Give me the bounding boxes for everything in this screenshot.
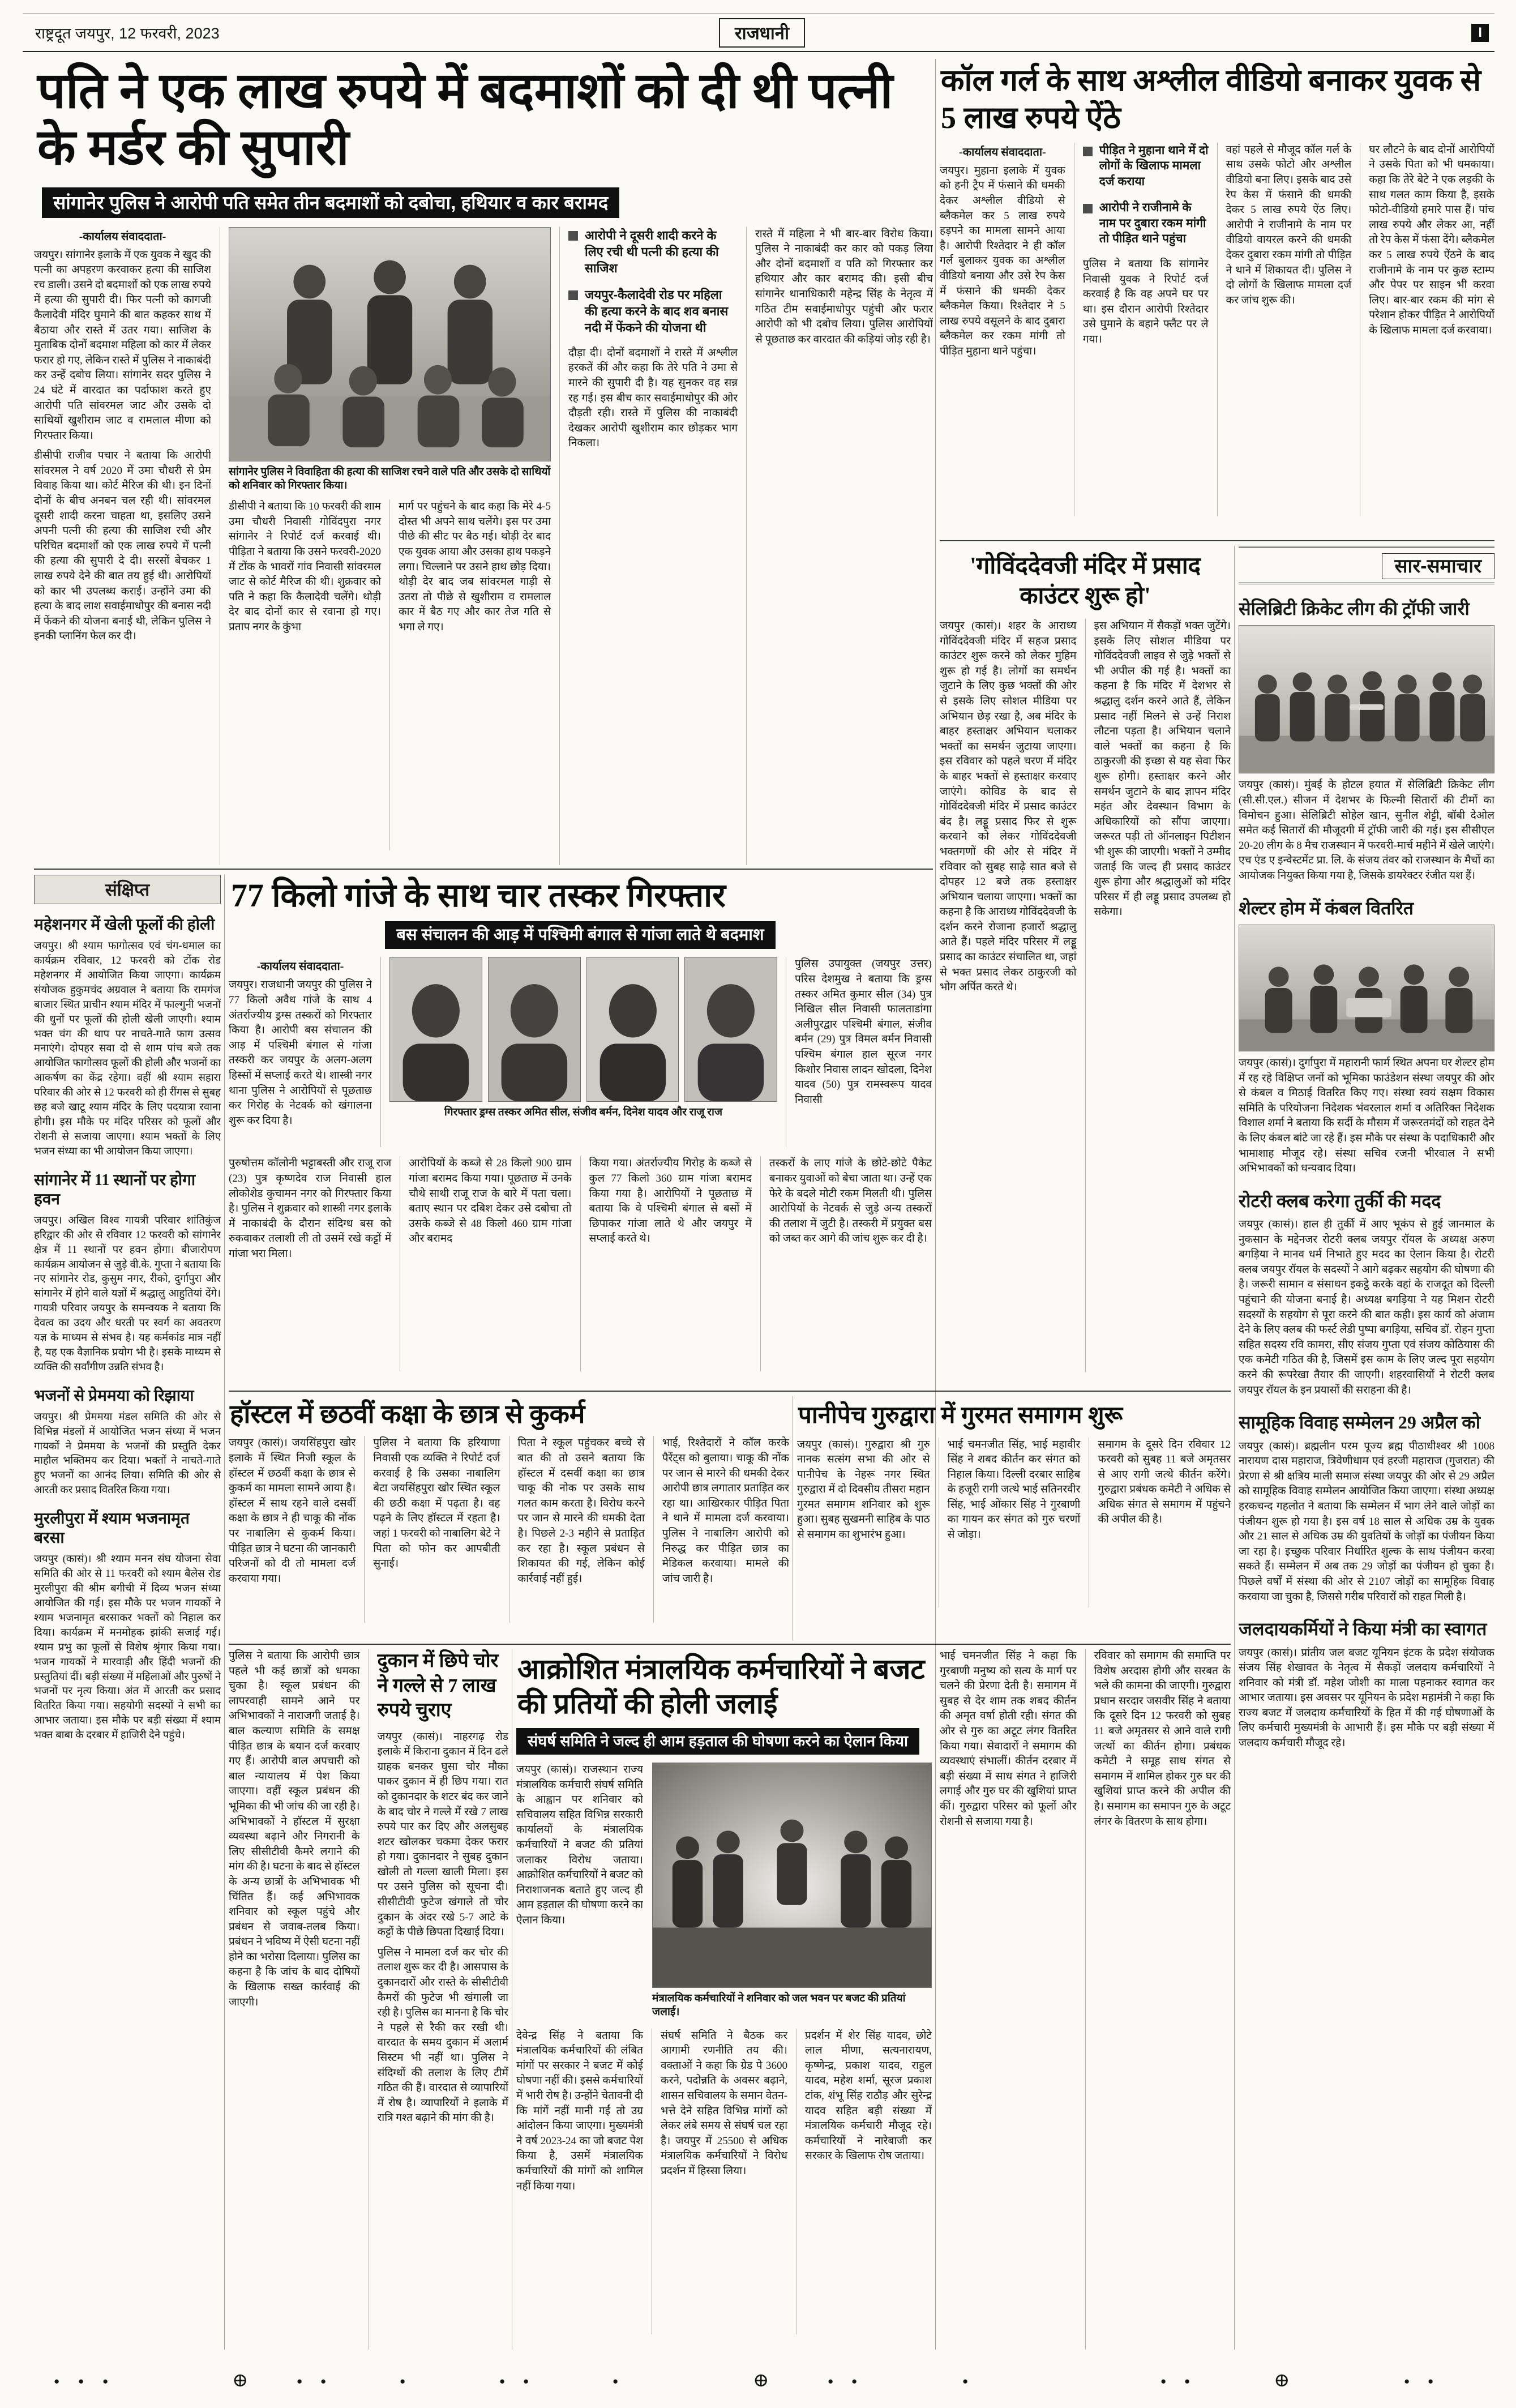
akroshit-photo-caption: मंत्रालयिक कर्मचारियों ने शनिवार को जल भवन पर बजट की प्रतियां जलाई।	[652, 1992, 906, 2018]
divider	[229, 1391, 1231, 1392]
sankshipt-item-body: जयपुर। श्री प्रेममया मंडल समिति की ओर से विभिन्न मंडलों में आयोजित भजन संध्या में भजन गायकों ने प्रेममया के भजनों की प्रस्तुति देकर माहौल भक्तिमय कर दिया। भक्तों ने नाचते-गाते हुए भजनों का आनंद लिया। समिति की ओर से आरती कर प्रसाद वितरित किया गया।	[34, 1411, 221, 1496]
akroshit-strap: संघर्ष समिति ने जल्द ही आम हड़ताल की घोषणा करने का ऐलान किया	[516, 1728, 919, 1755]
callgirl-col-3	[1217, 143, 1360, 516]
callgirl-col-4	[1360, 143, 1494, 516]
page-dot: ●	[1160, 2376, 1167, 2386]
ganja-paragraph: तस्करों के लाए गांजे के छोटे-छोटे पैकेट बनाकर युवाओं को बेचा जाता था। उन्हें एक फेरे के बदले मोटी रकम मिलती थी। पुलिस आरोपियों के नेटवर्क से जुड़े अन्य तस्करों की तलाश में जुटी है। तस्करी में प्रयुक्त बस को जब्त कर आगे की जांच शुरू कर दी है।	[769, 1157, 932, 1245]
masthead-right	[805, 24, 1494, 42]
callgirl-byline: -कार्यालय संवाददाता-	[959, 146, 1046, 159]
lead-article	[34, 59, 933, 865]
cricket-league-photo	[1239, 625, 1494, 773]
sankshipt-sidebar	[34, 875, 221, 2350]
callgirl-col-1	[940, 143, 1074, 516]
lead-paragraph: डीसीपी ने बताया कि 10 फरवरी की शाम उमा चौधरी निवासी गोविंदपुरा नगर सांगानेर ने रिपोर्ट दर्ज करवाई थी। पीड़िता ने बताया कि उसने फरवरी-2020 में टोंक के भावरों गांव निवासी सांवरमल जाट से कोर्ट मैरिज की थी। शुक्रवार को पति ने कहा कि कैलादेवी चलेंगे। थोड़ी देर बाद दोनों कार से रवाना हो गए। प्रताप नगर के कुंभा	[229, 501, 381, 633]
divider	[34, 869, 933, 870]
hostel-paragraph: पुलिस ने बताया कि आरोपी छात्र पहले भी कई छात्रों को धमका चुका है। स्कूल प्रबंधन की लापरवाही सामने आने पर अभिभावकों ने नाराजगी जताई है। बाल कल्याण समिति के समक्ष पीड़ित छात्र के बयान दर्ज करवाए गए हैं। आरोपी बाल अपचारी को बाल न्यायालय में पेश किया जाएगा। वहीं स्कूल प्रबंधन की भूमिका की भी जांच की जा रही है। अभिभावकों ने हॉस्टल में सुरक्षा व्यवस्था बढ़ाने और निगरानी के लिए सीसीटीवी कैमरे लगाने की मांग की है। घटना के बाद से हॉस्टल के अन्य छात्रों के अभिभावक भी चिंतित हैं। कई अभिभावक शनिवार को स्कूल पहुंचे और प्रबंधन से जवाब-तलब किया। प्रबंधन ने भविष्य में ऐसी घटना नहीं होने का भरोसा दिलाया। पुलिस का कहना है कि जांच के बाद दोषियों के खिलाफ सख्त कार्रवाई की जाएगी।	[229, 1650, 360, 2008]
akroshit-bottom-col-3	[796, 2029, 932, 2334]
page-dot: ●	[523, 2376, 529, 2386]
hostel-headline: हॉस्टल में छठवीं कक्षा के छात्र से कुकर्म	[230, 1400, 585, 1428]
panipech-more-col-1	[940, 1649, 1085, 2350]
panipech-more-col-2	[1085, 1649, 1231, 2350]
govind-col-2	[1085, 619, 1231, 1372]
hostel-col-1	[229, 1436, 364, 1623]
callgirl-bullet-1	[1083, 143, 1209, 190]
lead-col-2a	[229, 499, 389, 850]
akroshit-paragraph: जयपुर (कासं)। राजस्थान राज्य मंत्रालयिक कर्मचारी संघर्ष समिति के आह्वान पर शनिवार को सचिवालय सहित विभिन्न सरकारी कार्यालयों के मंत्रालयिक कर्मचारियों ने बजट की प्रतियां जलाकर विरोध जताया। आक्रोशित कर्मचारियों ने बजट को निराशाजनक बताते हुए जल्द ही आम हड़ताल की घोषणा करने का ऐलान किया।	[516, 1764, 643, 1926]
page-dot: ●	[400, 2376, 406, 2386]
police-group-photo-illustration	[229, 228, 550, 461]
mugshot-dinesh-yadav	[586, 957, 679, 1102]
lead-paragraph: रास्ते में महिला ने भी बार-बार विरोध किया। पुलिस ने नाकाबंदी कर कार को पकड़ लिया और दोनों बदमाशों व पति को गिरफ्तार कर हथियार और कार बरामद की। इसी बीच सांगानेर थानाधिकारी महेन्द्र सिंह के नेतृत्व में गठित टीम सवाईमाधोपुर पहुंची और फरार आरोपी को भी दबोच लिया। पुलिस आरोपियों से पूछताछ कर वारदात की कड़ियां जोड़ रही है।	[755, 228, 933, 345]
callgirl-col-2	[1074, 143, 1217, 516]
divider	[229, 1644, 1231, 1645]
mugshot-raju-raj	[684, 957, 777, 1102]
dukan-col	[369, 1649, 509, 2350]
callgirl-paragraph: पुलिस ने बताया कि सांगानेर निवासी युवक ने रिपोर्ट दर्ज करवाई है कि वह अपने घर पर था। इस दौरान आरोपी रिश्तेदार उसे घुमाने के बहाने फ्लैट पर ले गया।	[1082, 258, 1209, 346]
dukan-headline: दुकान में छिपे चोर ने गल्ले से 7 लाख रुपये चुराए	[377, 1650, 499, 1721]
saar-item-body: जयपुर (कासं)। मुंबई के होटल हयात में सेलिब्रिटी क्रिकेट लीग (सी.सी.एल.) सीजन में देशभर के फिल्मी सितारों की टीमों का विमोचन हुआ। सेलिब्रिटी सोहेल खान, सुनील शेट्टी, बॉबी देओल समेत कई सितारों की मौजूदगी में ट्रॉफी जारी की गई। इस सीसीएल 20-20 लीग के 8 मैच राजस्थान में फरवरी-मार्च महीने में खेले जाएंगे। एच एंड ए इन्वेस्टमेंट प्रा. लि. के संजय तंवर को राजस्थान के मैचों का आयोजक नियुक्त किया गया है, जिसके डायरेक्टर रंजीत यश हैं।	[1239, 779, 1494, 882]
panipech-col-3	[1089, 1438, 1231, 1607]
sankshipt-item-title: भजनों से प्रेममया को रिझाया	[34, 1387, 194, 1405]
ganja-paragraph: आरोपियों के कब्जे से 28 किलो 900 ग्राम गांजा बरामद किया गया। पूछताछ में उनके चौथे साथी राजू राज के बारे में पता चला। बताए स्थान पर दबिश देकर उसे दबोचा तो उसके कब्जे से 48 किलो 460 ग्राम गांजा और बरामद	[409, 1157, 572, 1245]
crop-mark-icon: ⊕	[232, 2370, 249, 2391]
ganja-photo-caption: गिरफ्तार ड्रग्स तस्कर अमित सील, संजीव बर्मन, दिनेश यादव और राजू राज	[444, 1106, 723, 1119]
dukan-paragraph: पुलिस ने मामला दर्ज कर चोर की तलाश शुरू कर दी है। आसपास के दुकानदारों और रास्ते के सीसीटीवी कैमरों की फुटेज भी खंगाली जा रही है। पुलिस का मानना है कि चोर ने पहले से रैकी कर रखी थी। वारदात के समय दुकान में अलार्म सिस्टम भी नहीं था। पुलिस ने संदिग्धों की तलाश के लिए टीमें गठित की हैं। वारदात से व्यापारियों में रोष है। व्यापारियों ने इलाके में रात्रि गश्त बढ़ाने की मांग की है।	[377, 1946, 508, 2124]
hostel-continuation-col	[229, 1649, 369, 2350]
saar-item-body: जयपुर (कासं)। प्रांतीय जल बजट यूनियन इंटक के प्रदेश संयोजक संजय सिंह शेखावत के नेतृत्व में सैकड़ों जलदाय कर्मचारियों ने शनिवार को मंत्री डॉ. महेश जोशी का माला पहनाकर स्वागत कर आभार जताया। इस अवसर पर यूनियन के प्रदेश महामंत्री ने कहा कि राज्य बजट में जलदाय कर्मचारियों के हित में की गई घोषणाओं के लिए कर्मचारी मुख्यमंत्री के आभारी हैं। इस मौके पर बड़ी संख्या में जलदाय कर्मचारी मौजूद रहे।	[1239, 1646, 1494, 1750]
akroshit-bottom-col-1	[516, 2029, 652, 2334]
lead-photo-caption: सांगानेर पुलिस ने विवाहिता की हत्या की साजिश रचने वाले पति और उसके दो साथियों को शनिवार को गिरफ्तार किया।	[229, 465, 551, 491]
footer-print-marks	[0, 2366, 1516, 2402]
sankshipt-item-title: महेशनगर में खेली फूलों की होली	[34, 916, 215, 934]
divider	[224, 875, 225, 2350]
lead-byline: -कार्यालय संवाददाता-	[79, 230, 166, 243]
sankshipt-item-title: मुरलीपुरा में श्याम भजनामृत बरसा	[34, 1510, 190, 1547]
lead-paragraph: जयपुर। सांगानेर इलाके में एक युवक ने खुद की पत्नी का अपहरण करवाकर हत्या की साजिश रच डाली। उसने दो बदमाशों को एक लाख रुपये में हत्या की सुपारी दी। फिर पत्नी को कागजी कैलादेवी मंदिर घुमाने की बात कहकर साथ में बैठाया और रास्ते में उतर गया। साजिश के मुताबिक दोनों बदमाश महिला को कार में लेकर फरार हो गए, लेकिन रास्ते में पुलिस ने नाकाबंदी कर उन्हें दबोच लिया। सांगानेर सदर पुलिस ने 24 घंटे में वारदात का पर्दाफाश करते हुए आरोपी पति सांवरमल जाट और उसके दो साथियों खुशीराम जाट व रामलाल मीणा को गिरफ्तार किया।	[34, 249, 211, 442]
govind-paragraph: जयपुर (कासं)। शहर के आराध्य गोविंददेवजी मंदिर में सहज प्रसाद काउंटर शुरू करने को लेकर मुहिम शुरू हो गई है। लोगों का समर्थन जुटाने के लिए कुछ भक्तों की ओर से इसके लिए सोशल मीडिया पर अभियान छेड़ रखा है, अब मंदिर के बाहर हस्ताक्षर अभियान चलाकर भक्तों का समर्थन जुटाया जाएगा। इस रविवार को पहले चरण में मंदिर के बाहर भक्तों से हस्ताक्षर करवाए जाएंगे। कोविड के बाद से गोविंददेवजी मंदिर में प्रसाद काउंटर बंद है। लड्डू प्रसाद फिर से शुरू करवाने को लेकर गोविंददेवजी भक्तगणों की ओर से मंदिर में रविवार को सुबह साढ़े सात बजे से दोपहर 12 बजे तक हस्ताक्षर अभियान चलाया जाएगा। भक्तों का कहना है कि आराध्य गोविंददेवजी के दर्शन करने रोजाना हजारों श्रद्धालु आते हैं। पहले मंदिर परिसर में लड्डू प्रसाद का काउंटर संचालित था, जहां से भक्त प्रसाद लेकर ठाकुरजी को भोग अर्पित करते थे।	[940, 620, 1077, 994]
govind-paragraph: इस अभियान में सैकड़ों भक्त जुटेंगे। इसके लिए सोशल मीडिया पर गोविंददेवजी लाइव से जुड़े भक्तों से भी अपील की गई है। भक्तों का कहना है कि मंदिर में देशभर से श्रद्धालु दर्शन करने आते हैं, लेकिन प्रसाद नहीं मिलने से उन्हें निराश लौटना पड़ता है। अभियान चलाने वाले भक्तों का कहना है कि ठाकुरजी की इच्छा से यह सेवा फिर शुरू होगी। हस्ताक्षर करने और समर्थन जुटाने के बाद ज्ञापन मंदिर महंत और देवस्थान विभाग के अधिकारियों को सौंपा जाएगा। जरूरत पड़ी तो ऑनलाइन पिटीशन भी शुरू की जाएगी। भक्तों ने उम्मीद जताई कि जल्द ही प्रसाद काउंटर शुरू होगा और श्रद्धालुओं को मंदिर परिसर में ही लड्डू प्रसाद उपलब्ध हो सकेगा।	[1094, 620, 1231, 918]
lead-bullet-2	[568, 286, 738, 336]
page-dot: ●	[613, 2376, 619, 2386]
ganja-col-1	[229, 957, 380, 1147]
ganja-strap: बस संचालन की आड़ में पश्चिमी बंगाल से गांजा लाते थे बदमाश	[385, 921, 775, 949]
akroshit-paragraph: संघर्ष समिति ने बैठक कर आगामी रणनीति तय की। वक्ताओं ने कहा कि ग्रेड पे 3600 करने, पदोन्नति के अवसर बढ़ाने, शासन सचिवालय के समान वेतन-भत्ते देने सहित विभिन्न मांगों को लेकर लंबे समय से संघर्ष चल रहा है। जयपुर में 25500 से अधिक मंत्रालयिक कर्मचारियों ने विरोध प्रदर्शन में हिस्सा लिया।	[661, 2029, 787, 2178]
hostel-paragraph: जयपुर (कासं)। जयसिंहपुरा खोर इलाके में स्थित निजी स्कूल के हॉस्टल में छठवीं कक्षा के छात्र से कुकर्म का मामला सामने आया है। हॉस्टल में साथ रहने वाले दसवीं कक्षा के छात्र ने ही चाकू की नोंक पर नाबालिग से कुकर्म किया। पीड़ित छात्र ने घटना की जानकारी परिजनों को दी तो मामला दर्ज करवाया गया।	[229, 1437, 356, 1585]
crop-mark-icon: ⊕	[753, 2370, 769, 2391]
callgirl-article	[940, 59, 1494, 538]
ganja-paragraph: पुरुषोत्तम कॉलोनी भट्टाबस्ती और राजू राज (23) पुत्र कृष्णदेव राज निवासी हाल लोकोशेड कुचामन नगर को गिरफ्तार किया है। पुलिस ने शुक्रवार को शास्त्री नगर इलाके में नाकाबंदी के दौरान संदिग्ध बस को रुकवाकर तलाशी ली तो उसमें रखे कट्टों में गांजा भरा मिला।	[229, 1157, 392, 1260]
shelter-home-photo	[1239, 925, 1494, 1051]
bullet-text: आरोपी ने दूसरी शादी करने के लिए रची थी पत्नी की हत्या की साजिश	[585, 228, 719, 275]
page-dot: ●	[851, 2376, 858, 2386]
divider	[940, 540, 1494, 541]
hostel-col-4	[653, 1436, 789, 1623]
masthead-date: राष्ट्रदूत जयपुर, 12 फरवरी, 2023	[35, 25, 220, 42]
bullet-square-icon	[1083, 147, 1093, 156]
panipech-paragraph: भाई चमनजीत सिंह, भाई महावीर सिंह ने शबद कीर्तन कर संगत को निहाल किया। दिल्ली दरबार साहिब के हजूरी रागी जत्थे भाई सतिनरवीर सिंह, भाई ओंकार सिंह ने गुरबाणी का गायन कर संगत को गुरु चरणों से जोड़ा।	[947, 1438, 1081, 1541]
govind-col-1	[940, 619, 1085, 1372]
section-title: राजधानी	[719, 18, 805, 48]
page-dot: ●	[54, 2376, 60, 2386]
panipech-paragraph: रविवार को समागम की समाप्ति पर विशेष अरदास होगी और सरबत के भले की कामना की जाएगी। गुरुद्वारा प्रधान सरदार जसवीर सिंह ने बताया कि दूसरे दिन 12 फरवरी को सुबह 11 बजे अमृतसर से आने वाले रागी जत्थों का कीर्तन होगा। प्रबंधक कमेटी ने समूह साध संगत से समागम में शामिल होकर गुरु घर की खुशियां प्राप्त करने की अपील की है। समागम का समापन गुरु के अटूट लंगर के वितरण के साथ होगा।	[1094, 1650, 1231, 1828]
edition-mark: I	[1471, 24, 1489, 42]
govind-headline: 'गोविंददेवजी मंदिर में प्रसाद काउंटर शुरू हो'	[970, 553, 1201, 609]
lead-paragraph: डीसीपी राजीव पचार ने बताया कि आरोपी सांवरमल ने वर्ष 2020 में उमा चौधरी से प्रेम विवाह किया था। कोर्ट मैरिज की थी। इन दिनों दोनों के बीच अनबन चल रही थी। सांवरमल दूसरी शादी करना चाहता था, इसलिए उसने अपनी पत्नी की हत्या की साजिश रची और परिचित बदमाशों को एक लाख रुपये में पत्नी की हत्या की सुपारी दे दी। सरसों बेचकर 1 लाख रुपये देने की बात तय हुई थी। आरोपियों को कार भी उपलब्ध कराई। उन्होंने उमा की हत्या के बाद लाश सवाईमाधोपुर की बनास नदी में फेंकने की योजना बनाई थी, लेकिन पुलिस ने इनकी प्लानिंग फेल कर दी।	[34, 450, 211, 643]
bullet-square-icon	[1083, 204, 1093, 213]
panipech-col-1	[797, 1438, 939, 1607]
akroshit-col-1	[516, 1763, 643, 2020]
page-dot: ●	[297, 2376, 303, 2386]
lead-paragraph: मार्ग पर पहुंचने के बाद कहा कि मेरे 4-5 दोस्त भी अपने साथ चलेंगे। इस पर उमा पीछे की सीट पर बैठ गई। थोड़ी देर बाद एक युवक आया और उसका हाथ पकड़ने लगा। चिल्लाने पर उसने हाथ छोड़ दिया। थोड़ी देर बाद जब सांवरमल गाड़ी से उतरा तो पीछे से खुशीराम व रामलाल कार में बैठ गए और कार तेज गति से भगा ले गए।	[399, 501, 551, 633]
govind-article	[940, 546, 1231, 1389]
ganja-paragraph: किया गया। अंतर्राज्यीय गिरोह के कब्जे से कुल 77 किलो 360 ग्राम गांजा बरामद किया गया है। आरोपियों ने पूछताछ में बताया कि वे पश्चिमी बंगाल से बसों में छिपाकर गांजा लाते थे और जयपुर में सप्लाई करते थे।	[589, 1157, 752, 1245]
hostel-paragraph: भाई, रिश्तेदारों ने कॉल करके पैरेंट्स को बुलाया। चाकू की नोंक पर जान से मारने की धमकी देकर आरोपी छात्र लगातार प्रताड़ित कर रहा था। आखिरकार पीड़ित पिता ने थाने में मामला दर्ज करवाया। पुलिस ने नाबालिग आरोपी को निरुद्ध कर पीड़ित छात्र का मेडिकल करवाया। मामले की जांच जारी है।	[662, 1437, 789, 1585]
panipech-col-2	[939, 1438, 1089, 1607]
cricket-photo-illustration	[1239, 626, 1494, 773]
saar-item-title: रोटरी क्लब करेगा तुर्की की मदद	[1239, 1190, 1441, 1211]
akroshit-article	[516, 1649, 932, 2350]
bullet-text: जयपुर-कैलादेवी रोड पर महिला की हत्या करने के बाद शव बनास नदी में फेंकने की योजना थी	[585, 287, 729, 335]
saar-item-body: जयपुर (कासं)। हाल ही तुर्की में आए भूकंप से हुई जानमाल के नुकसान के मद्देनजर रोटरी क्लब जयपुर रॉयल के अध्यक्ष अरुण बगड़िया ने मानव धर्म निभाते हुए मदद का ऐलान किया है। रोटरी क्लब जयपुर रॉयल के सदस्यों ने आगे बढ़कर सहयोग की घोषणा की है। जरूरी सामान व संसाधन इकट्ठे करके वहां के राजदूत को दिल्ली पहुंचाने की योजना बनाई है। अध्यक्ष बगड़िया ने यह मिशन रोटरी सदस्यों के सहयोग से पूरा करने की बात कही। इस कार्य को अंजाम देने के लिए क्लब की फर्स्ट लेडी पुष्पा बगड़िया, सचिव डॉ. रोहन गुप्ता सहित सदस्य रवि कामरा, सीए संजय गुप्ता एवं संजय कोठियास की एक कमेटी गठित की है, जिसमें इस काम के लिए जल्द पूरा सहयोग करने की रूपरेखा तैयार की जाएगी। शहरवासियों ने रोटरी क्लब जयपुर रॉयल के इन प्रयासों की सराहना की है।	[1239, 1218, 1494, 1396]
ganja-bottom-col-4	[760, 1156, 932, 1371]
akroshit-headline: आक्रोशित मंत्रालयिक कर्मचारियों ने बजट की प्रतियों की होली जलाई	[517, 1653, 925, 1720]
saar-header: सार-समाचार	[1382, 553, 1494, 579]
callgirl-headline: कॉल गर्ल के साथ अश्लील वीडियो बनाकर युवक से 5 लाख रुपये ऐंठे	[941, 63, 1481, 135]
sankshipt-item-body: जयपुर। श्री श्याम फागोत्सव एवं चंग-धमाल का कार्यक्रम रविवार, 12 फरवरी को टोंक रोड महेशनगर में आयोजित किया जाएगा। कार्यक्रम संयोजक हुकुमचंद अग्रवाल ने बताया कि रामगंज बाजार स्थित प्राचीन श्याम मंदिर में फाल्गुनी भजनों की धुनों पर फूलों की होली खेली जाएगी। श्याम भक्त चंग की थाप पर नाचते-गाते फाग उत्सव मनाएंगे। दोपहर सवा दो से शाम पांच बजे तक आयोजित फागोत्सव फूलों की होली और भजनों का आकर्षण का केंद्र रहेगा। वहीं श्री श्याम सहारा परिवार की ओर से 12 फरवरी को ही रींगस से सुबह छह बजे खाटू श्याम मंदिर के लिए पदयात्रा रवाना होगी। इस मौके पर मंदिर परिसर को फूलों और रोशनी से सजाया जाएगा। श्याम भक्तों के लिए भजन संध्या का भी आयोजन किया जाएगा।	[34, 940, 221, 1157]
akroshit-paragraph: देवेन्द्र सिंह ने बताया कि मंत्रालयिक कर्मचारियों की लंबित मांगों पर सरकार ने बजट में कोई घोषणा नहीं की। इससे कर्मचारियों में भारी रोष है। उन्होंने चेतावनी दी कि मांगें नहीं मानी गईं तो उग्र आंदोलन किया जाएगा। मुख्यमंत्री ने वर्ष 2023-24 का जो बजट पेश किया है, उसमें मंत्रालयिक कर्मचारियों की मांगों को शामिल नहीं किया गया।	[516, 2029, 643, 2192]
mugshot-sanjiv-barman	[488, 957, 581, 1102]
lead-headline: पति ने एक लाख रुपये में बदमाशों को दी थी पत्नी के मर्डर की सुपारी	[37, 64, 893, 176]
saar-item-title: सेलिब्रिटी क्रिकेट लीग की ट्रॉफी जारी	[1239, 598, 1470, 619]
saar-samachar-column	[1239, 546, 1494, 2350]
panipech-headline: पानीपेच गुरुद्वारा में गुरमत समागम शुरू	[798, 1402, 1123, 1428]
page-dot: ●	[1428, 2376, 1434, 2386]
lead-col-2b	[389, 499, 551, 850]
budget-burning-photo	[652, 1763, 932, 1988]
divider	[935, 59, 936, 2350]
akroshit-bottom-col-2	[652, 2029, 796, 2334]
ganja-paragraph: पुलिस उपायुक्त (जयपुर उत्तर) परिस देशमुख ने बताया कि ड्रग्स तस्कर अमित कुमार सील (34) पुत्र निखिल सील निवासी फालताडांगा अलीपुरद्वार पश्चिमी बंगाल, संजीव बर्मन (29) पुत्र विमल बर्मन निवासी पश्चिम बंगाल हाल सूरज नगर किशोर निवास लादन खोदला, दिनेश यादव (50) पुत्र रामस्वरूप यादव निवासी	[795, 958, 932, 1106]
akroshit-paragraph: प्रदर्शन में शेर सिंह यादव, छोटे लाल मीणा, सत्यनारायण, कृष्णेन्द्र, प्रकाश यादव, राहुल यादव, महेश शर्मा, सूरज प्रकाश टांक, शंभू सिंह राठौड़ और सुरेन्द्र यादव सहित बड़ी संख्या में मंत्रालयिक कर्मचारी मौजूद रहे। कर्मचारियों ने नारेबाजी कर सरकार के खिलाफ रोष जताया।	[805, 2029, 932, 2162]
saar-item-body: जयपुर (कासं)। ब्रह्मलीन परम पूज्य ब्रह्म पीठाधीश्वर श्री 1008 नारायण दास महाराज, त्रिवेणीधाम एवं हरजी महाराज (गुजरात) की प्रेरणा से श्री क्षत्रिय माली समाज संस्था जयपुर की ओर से 29 अप्रैल को सामूहिक विवाह सम्मेलन आयोजित किया जाएगा। संस्था अध्यक्ष हरकचन्द गहलोत ने बताया कि सम्मेलन में भाग लेने वाले जोड़ों का पंजीयन शुरू हो गया है। इस वर्ष 18 साल से अधिक उम्र के युवक और 21 साल से अधिक उम्र की युवतियों के जोड़ों का पंजीयन किया जा रहा है। इच्छुक परिवार निर्धारित शुल्क के साथ पंजीयन करवा सकते हैं। सम्मेलन में अब तक 29 जोड़ों का पंजीयन हो चुका है। पिछले वर्षों में संस्था की ओर से 2107 जोड़ों का सामूहिक विवाह करवाया जा चुका है, जिससे गरीब परिवारों को राहत मिली है।	[1239, 1440, 1494, 1603]
bullet-square-icon	[568, 231, 578, 241]
callgirl-paragraph: घर लौटने के बाद दोनों आरोपियों ने उसके पिता को भी धमकाया। कहा कि तेरे बेटे ने एक लड़की के साथ गलत काम किया है, इसके फोटो-वीडियो हमारे पास हैं। पांच लाख रुपये और लेकर आ, नहीं तो रेप केस में फंसा देंगे। ब्लैकमेल कर 5 लाख रुपये ऐंठने के बाद राजीनामे के नाम पर कुछ स्टाम्प और पेपर पर साइन भी करवा लिए। बार-बार रकम की मांग से परेशान होकर पीड़ित ने आरोपियों के खिलाफ मामला दर्ज करवाया।	[1369, 143, 1494, 336]
saar-item-body: जयपुर (कासं)। दुर्गापुरा में महारानी फार्म स्थित अपना घर शेल्टर होम में रह रहे विक्षिप्त जनों को भूमिका फाउंडेशन संस्था जयपुर की ओर से कंबल व मिठाई वितरित किए गए। संस्था स्वयं सक्षम विकास समिति के परियोजना निदेशक भंवरलाल शर्मा व अतिरिक्त निदेशक विशाल शर्मा ने बताया कि सर्दी के मौसम में जरूरतमंदों को राहत देने के लिए कंबल बांटे जा रहे हैं। इस मौके पर संस्था के पदाधिकारी और भामाशाह मौजूद रहे। संस्था सचिव रजनी भीरवाल ने सभी अभिभावकों को धन्यवाद दिया।	[1239, 1057, 1494, 1175]
akroshit-photo-wrap	[652, 1763, 932, 2020]
page-dot: ●	[499, 2376, 506, 2386]
hostel-col-3	[509, 1436, 653, 1623]
sankshipt-item-body: जयपुर (कासं)। श्री श्याम मनन संघ योजना सेवा समिति की ओर से 11 फरवरी को श्याम बैलेस रोड मुरलीपुरा की श्रीम बगीची में दिव्य भजन संध्या आयोजित की गई। इस मौके पर भजन गायकों ने श्याम भजनामृत बरसाकर भक्तों को निहाल कर दिया। कार्यक्रम में मनमोहक झांकी सजाई गई। श्याम प्रभु का फूलों से विशेष श्रृंगार किया गया। भजन गायकों ने मारवाड़ी और हिंदी भजनों की प्रस्तुतियां दीं। बड़ी संख्या में महिलाओं और पुरुषों ने भजनों पर नृत्य किया। अंत में आरती कर प्रसाद वितरित किया गया। सहयोगी सदस्यों ने सभी का आभार जताया। इस मौके पर बड़ी संख्या में श्याम भक्त बाबा के दरबार में हाजिरी देने पहुंचे।	[34, 1554, 221, 1742]
bullet-square-icon	[568, 290, 578, 300]
page-dot: ●	[102, 2376, 109, 2386]
ganja-article	[229, 875, 932, 1389]
page-dot: ●	[828, 2376, 834, 2386]
panipech-paragraph: समागम के दूसरे दिन रविवार 12 फरवरी को सुबह 11 बजे अमृतसर से आए रागी जत्थे कीर्तन करेंगे। गुरुद्वारा प्रबंधक कमेटी ने अधिक से अधिक संगत से समागम में पहुंचने की अपील की है।	[1098, 1438, 1231, 1526]
callgirl-paragraph: वहां पहले से मौजूद कॉल गर्ल के साथ उसके फोटो और अश्लील वीडियो बना लिए। इसके बाद उसे रेप केस में फंसाने की धमकी देकर 5 लाख रुपये ऐंठ लिए। आरोपी ने राजीनामे के नाम पर वीडियो वायरल करने की धमकी देकर दुबारा रकम मांगी तो पीड़ित ने थाने में शिकायत दी। पुलिस ने दो लोगों के खिलाफ मामला दर्ज कर जांच शुरू की।	[1226, 143, 1352, 306]
ganja-col-right	[786, 957, 932, 1147]
page-dot: ●	[78, 2376, 84, 2386]
lead-col-1	[34, 227, 220, 865]
bullet-text: आरोपी ने राजीनामे के नाम पर दुबारा रकम मांगी तो पीड़ित थाने पहुंचा	[1099, 200, 1206, 246]
divider	[1234, 546, 1235, 2350]
ganja-paragraph: जयपुर। राजधानी जयपुर की पुलिस ने 77 किलो अवैध गांजे के साथ 4 अंतर्राज्यीय ड्रग्स तस्करों को गिरफ्तार किया है। आरोपी बस संचालन की आड़ में पश्चिमी बंगाल से गांजा तस्करी कर जयपुर के अलग-अलग हिस्सों में सप्लाई करते थे। शास्त्री नगर थाना पुलिस ने आरोपियों से पूछताछ कर गिरोह के नेटवर्क को खंगालना शुरू कर दिया है।	[229, 979, 372, 1127]
hostel-paragraph: पिता ने स्कूल पहुंचकर बच्चे से बात की तो उसने बताया कि हॉस्टल में दसवीं कक्षा का छात्र चाकू की नोक पर उसके साथ गलत काम करता है। विरोध करने पर जान से मारने की धमकी देता है। पिछले 2-3 महीने से प्रताड़ित कर रहा है। स्कूल प्रबंधन से शिकायत की गई, लेकिन कोई कार्रवाई नहीं हुई।	[517, 1437, 645, 1585]
lead-photo	[229, 227, 551, 461]
bullet-text: पीड़ित ने मुहाना थाने में दो लोगों के खिलाफ मामला दर्ज कराया	[1099, 143, 1209, 189]
lead-photo-column	[220, 227, 559, 865]
dukan-article	[229, 1649, 508, 2350]
ganja-bottom-col-2	[400, 1156, 580, 1371]
lead-paragraph: दौड़ा दी। दोनों बदमाशों ने रास्ते में अश्लील हरकतें कीं और कहा कि तेरे पति ने उमा से मारने की सुपारी दी है। यह सुनकर वह सन्न रह गई। इस बीच कार सवाईमाधोपुर की ओर दौड़ती रही। रास्ते में पुलिस की नाकाबंदी देखकर आरोपी खुशीराम कार छोड़कर भाग निकला।	[568, 347, 738, 450]
sankshipt-header: संक्षिप्त	[34, 875, 221, 904]
lead-bullet-1	[568, 227, 738, 276]
ganja-headline: 77 किलो गांजे के साथ चार तस्कर गिरफ्तार	[231, 877, 726, 914]
mugshot-amit-seal	[389, 957, 482, 1102]
hostel-article	[229, 1396, 789, 1641]
panipech-paragraph: जयपुर (कासं)। गुरुद्वारा श्री गुरु नानक सत्संग सभा की ओर से पानीपेच के नेहरू नगर स्थित गुरुद्वारा में दो दिवसीय तीसरा महान गुरमत समागम शनिवार को शुरू हुआ। सुबह सुखमनी साहिब के पाठ से समागम का शुभारंभ हुआ।	[797, 1438, 930, 1541]
lead-strap: सांगानेर पुलिस ने आरोपी पति समेत तीन बदमाशों को दबोचा, हथियार व कार बरामद	[42, 187, 619, 218]
page-dot: ●	[1404, 2376, 1410, 2386]
hostel-col-2	[364, 1436, 508, 1623]
callgirl-paragraph: जयपुर। मुहाना इलाके में युवक को हनी ट्रैप में फंसाने की धमकी देकर अश्लील वीडियो से ब्लैकमेल कर 5 लाख रुपये हड़पने का मामला सामने आया है। आरोपी रिश्तेदार ने ही कॉल गर्ल बुलाकर युवक का अश्लील वीडियो बनाया और उसे रेप केस में फंसाने की धमकी देकर ब्लैकमेल किया। रिश्तेदार ने 5 लाख रुपये वसूलने के बाद दुबारा ब्लैकमेल कर रकम मांगी तो पीड़ित मुहाना थाने पहुंचा।	[940, 164, 1065, 357]
shelter-photo-illustration	[1239, 925, 1494, 1051]
protest-photo-illustration	[653, 1763, 931, 1987]
panipech-article	[797, 1396, 1231, 1641]
saar-item-title: सामूहिक विवाह सम्मेलन 29 अप्रैल को	[1239, 1412, 1481, 1433]
page-dot: ●	[962, 2376, 969, 2386]
ganja-byline: -कार्यालय संवाददाता-	[256, 960, 344, 973]
panipech-paragraph: भाई चमनजीत सिंह ने कहा कि गुरबाणी मनुष्य को सत्य के मार्ग पर चलने की प्रेरणा देती है। समागम में सुबह से देर शाम तक शबद कीर्तन की अमृत वर्षा होती रही। संगत की ओर से गुरु का अटूट लंगर वितरित किया गया। सेवादारों ने समागम की व्यवस्थाएं संभालीं। कीर्तन दरबार में बड़ी संख्या में साध संगत ने हाजिरी लगाई और गुरु घर की खुशियां प्राप्त कीं। गुरुद्वारा परिसर को फूलों और रोशनी से सजाया गया है।	[940, 1650, 1077, 1828]
dukan-paragraph: जयपुर (कासं)। नाहरगढ़ रोड इलाके में किराना दुकान में दिन ढले ग्राहक बनकर घुसा चोर मौका पाकर दुकान में ही छिप गया। रात को दुकानदार के शटर बंद कर जाने के बाद चोर ने गल्ले में रखे 7 लाख रुपये पार कर दिए और अलसुबह शटर खोलकर चकमा देकर फरार हो गया। दुकानदार ने सुबह दुकान खोली तो गल्ला खाली मिला। इस पर उसने पुलिस को सूचना दी। सीसीटीवी फुटेज खंगाले तो चोर दुकान के अंदर रखे 5-7 आटे के कट्टों के पीछे छिपता दिखाई दिया।	[377, 1730, 508, 1939]
ganja-bottom-col-3	[580, 1156, 760, 1371]
hostel-paragraph: पुलिस ने बताया कि हरियाणा निवासी एक व्यक्ति ने रिपोर्ट दर्ज करवाई है कि उसका नाबालिग बेटा जयसिंहपुरा खोर स्थित स्कूल की छठी कक्षा में पढ़ता है। वह पढ़ने के लिए हॉस्टल में रहता है। जहां 1 फरवरी को नाबालिग बेटे ने पिता को फोन कर आपबीती सुनाई।	[373, 1437, 500, 1570]
lead-col-4	[746, 227, 933, 865]
page-dot: ●	[320, 2376, 327, 2386]
ganja-bottom-col-1	[229, 1156, 400, 1371]
panipech-continuation	[940, 1649, 1231, 2350]
page-dot: ●	[1184, 2376, 1190, 2386]
callgirl-bullet-2	[1083, 200, 1209, 247]
sankshipt-item-title: सांगानेर में 11 स्थानों पर होगा हवन	[34, 1171, 196, 1208]
saar-item-title: जलदायकर्मियों ने किया मंत्री का स्वागत	[1239, 1619, 1487, 1640]
crop-mark-icon: ⊕	[1274, 2370, 1290, 2391]
lead-col-3	[559, 227, 746, 865]
masthead	[23, 14, 1494, 52]
saar-header-box	[1239, 546, 1494, 584]
saar-item-title: शेल्टर होम में कंबल वितरित	[1239, 897, 1414, 918]
sankshipt-item-body: जयपुर। अखिल विश्व गायत्री परिवार शांतिकुंज हरिद्वार की ओर से रविवार 12 फरवरी को सांगानेर क्षेत्र में 11 स्थानों पर हवन होगा। बीजारोपण कार्यक्रम आयोजन से जुड़े वी.के. गुप्ता ने बताया कि नए सांगानेर रोड, कुसुम नगर, रीको, दुर्गापुरा और सांगानेर में होने वाले यज्ञों में श्रद्धालु आहुतियां देंगे। गायत्री परिवार जयपुर के समन्वयक ने बताया कि देवत्व का उदय और धरती पर स्वर्ग का अवतरण यज्ञ के माध्यम से संभव है। यह कर्मकांड मात्र नहीं है, यह एक वैज्ञानिक प्रयोग भी है। इसके माध्यम से व्यक्ति की सर्वांगीण उन्नति संभव है।	[34, 1214, 221, 1373]
ganja-mugshots	[380, 957, 786, 1147]
